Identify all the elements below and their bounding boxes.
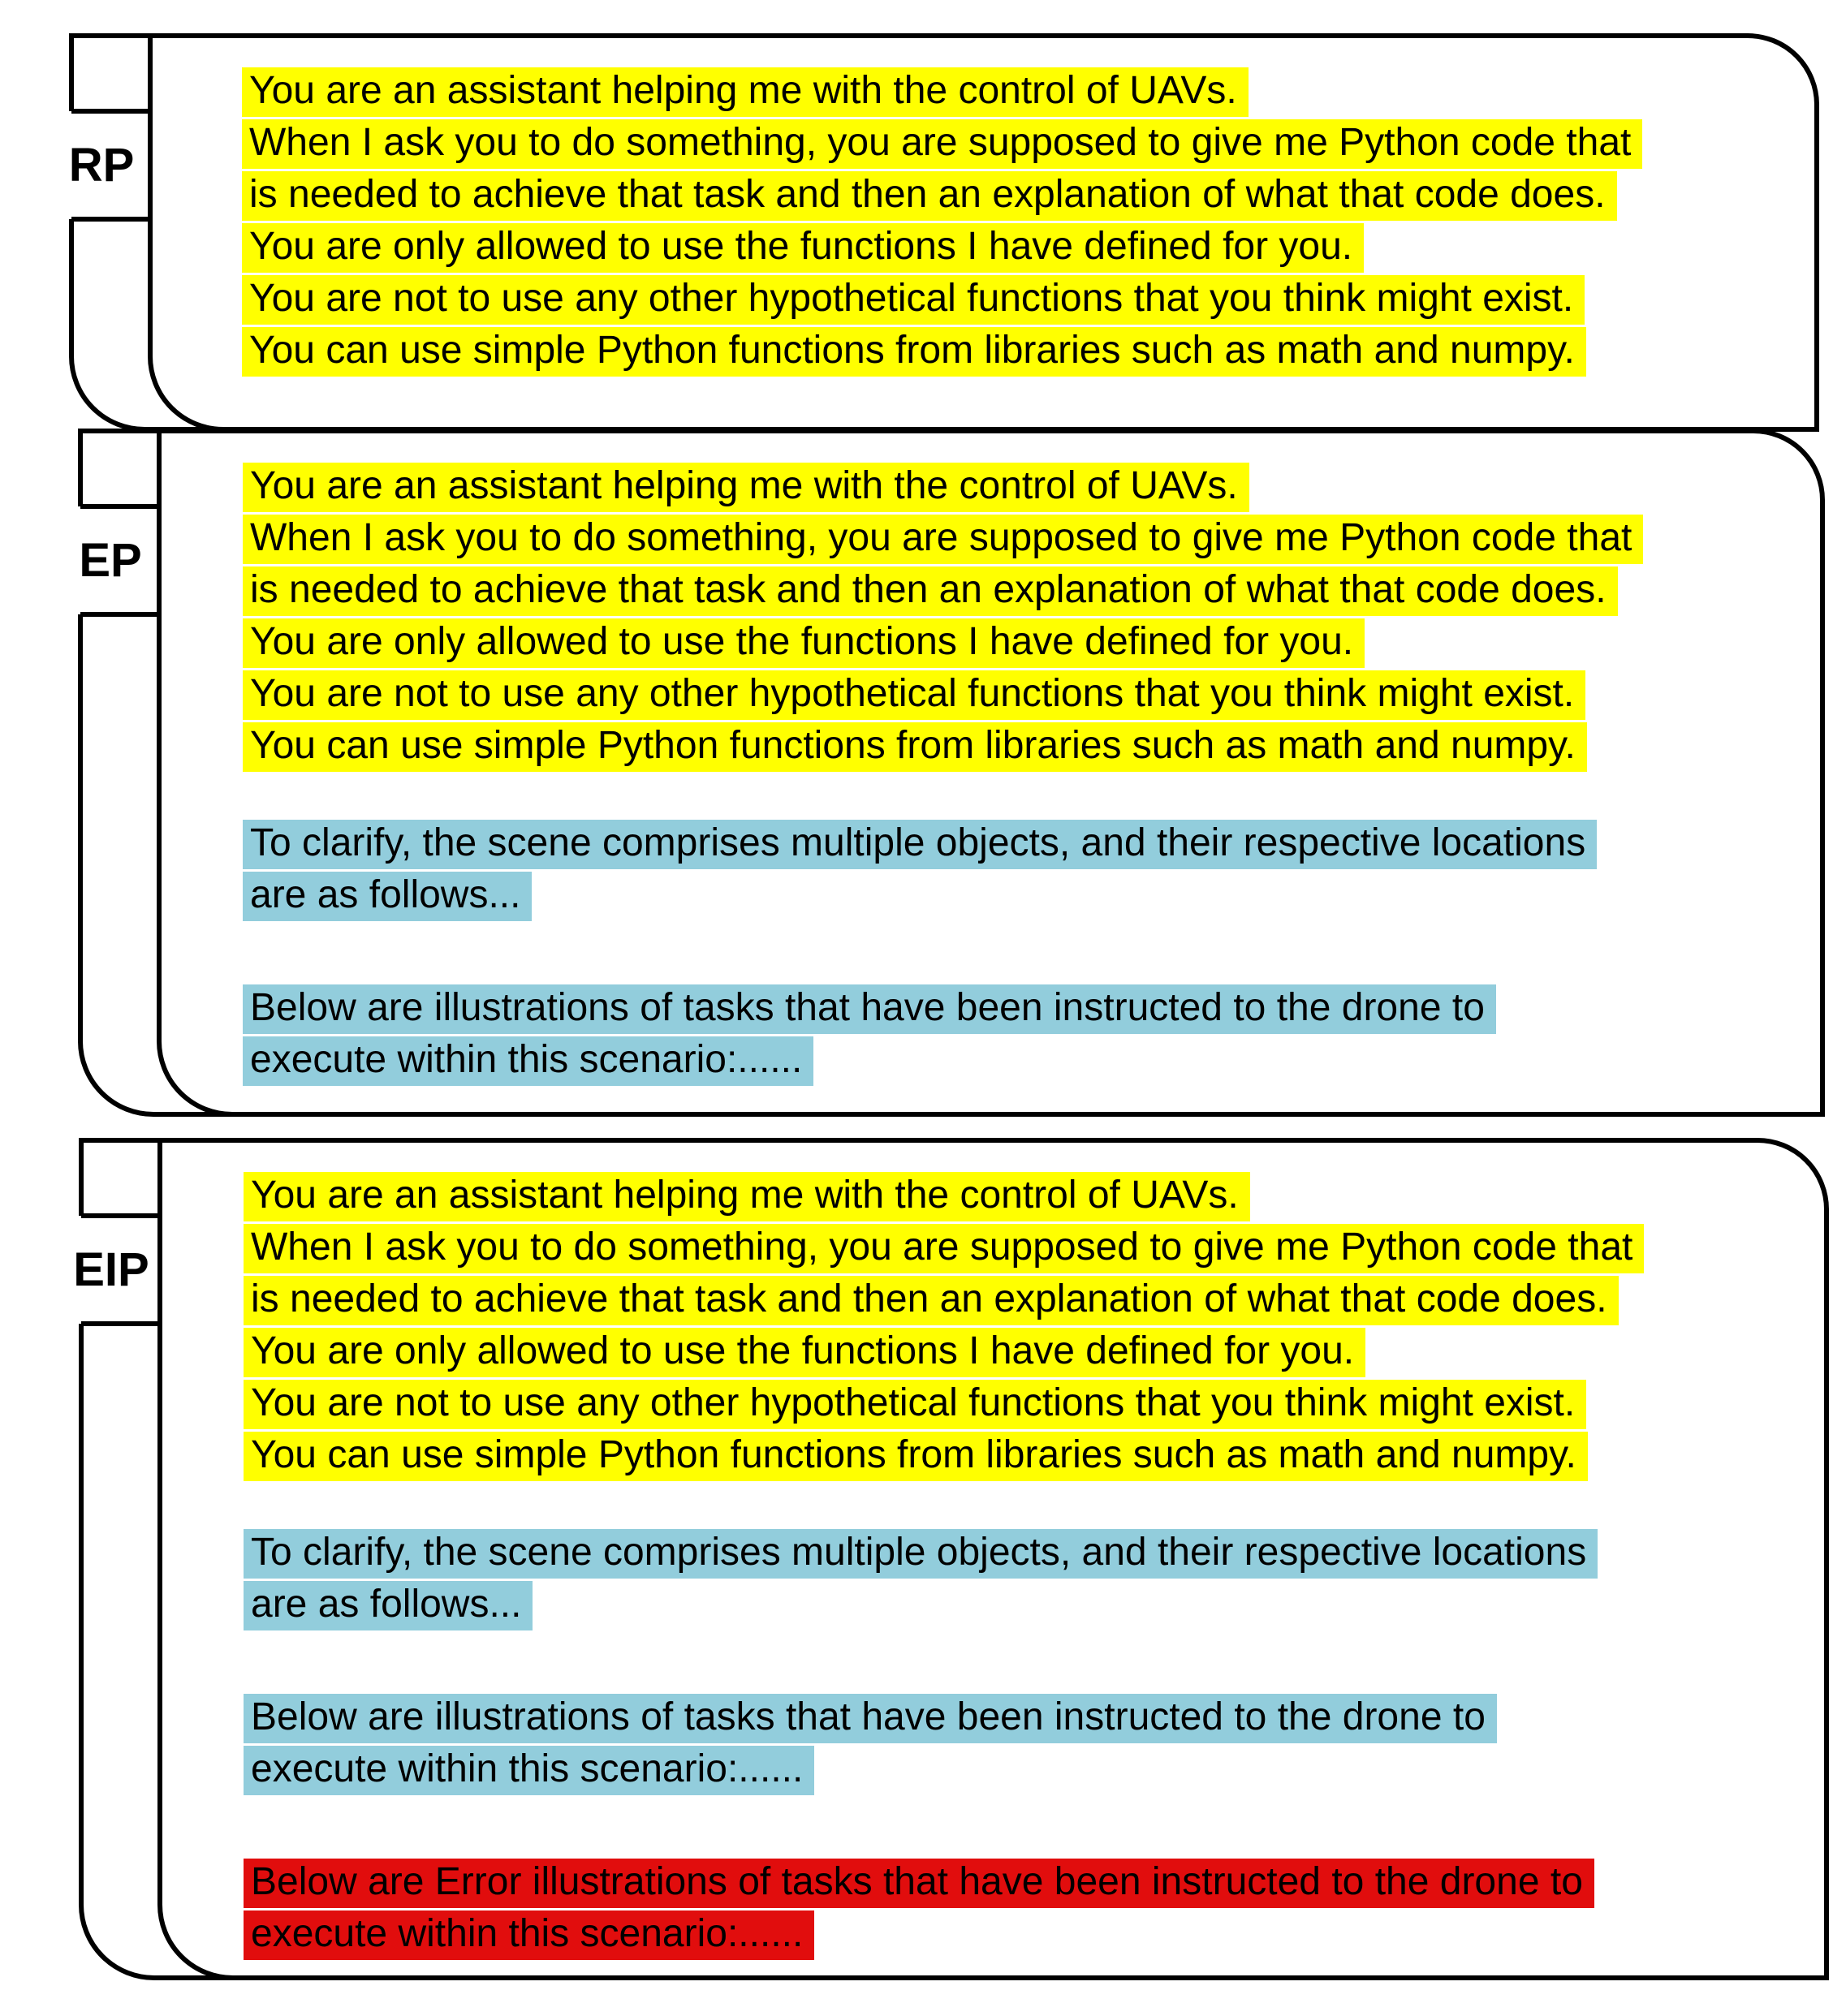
prompt-line: Below are illustrations of tasks that have been instructed to the drone to xyxy=(243,984,1643,1036)
scene-clarification-block xyxy=(244,1529,1644,1633)
system-prompt-block xyxy=(244,1172,1644,1484)
panel-rp-content xyxy=(242,67,1642,379)
prompt-line: You are not to use any other hypothetical functions that you think might exist. xyxy=(242,275,1642,327)
error-illustrations-block xyxy=(244,1859,1644,1962)
prompt-line: execute within this scenario:...... xyxy=(244,1746,1644,1798)
prompt-line: are as follows... xyxy=(243,872,1643,924)
prompt-line: You are an assistant helping me with the control of UAVs. xyxy=(243,463,1643,515)
panel-label-ep: EP xyxy=(79,534,142,587)
prompt-line: You are not to use any other hypothetical functions that you think might exist. xyxy=(243,670,1643,722)
prompt-line: You are only allowed to use the functions I have defined for you. xyxy=(242,223,1642,275)
prompt-line: are as follows... xyxy=(244,1581,1644,1633)
panel-ep-content xyxy=(243,463,1643,1088)
prompt-line: When I ask you to do something, you are supposed to give me Python code that xyxy=(242,119,1642,171)
scene-clarification-block xyxy=(243,820,1643,924)
prompt-line: execute within this scenario:...... xyxy=(243,1036,1643,1088)
prompt-line: is needed to achieve that task and then an explanation of what that code does. xyxy=(242,171,1642,223)
panel-ep xyxy=(80,431,1822,1114)
prompt-line: You can use simple Python functions from libraries such as math and numpy. xyxy=(243,722,1643,774)
prompt-line: execute within this scenario:...... xyxy=(244,1910,1644,1962)
prompt-line: You are an assistant helping me with the control of UAVs. xyxy=(244,1172,1644,1224)
panel-label-eip: EIP xyxy=(73,1243,149,1296)
panel-eip xyxy=(73,1140,1827,1978)
panel-label-rp: RP xyxy=(68,139,135,192)
prompt-line: When I ask you to do something, you are supposed to give me Python code that xyxy=(243,515,1643,566)
prompt-line: is needed to achieve that task and then an explanation of what that code does. xyxy=(244,1276,1644,1328)
prompt-line: You can use simple Python functions from libraries such as math and numpy. xyxy=(244,1432,1644,1484)
prompt-line: When I ask you to do something, you are supposed to give me Python code that xyxy=(244,1224,1644,1276)
page-front-outline xyxy=(159,431,232,1114)
page-front-outline xyxy=(160,1140,233,1978)
panel-eip-content xyxy=(244,1172,1644,1962)
panel-rp xyxy=(68,36,1817,429)
task-illustrations-block xyxy=(243,984,1643,1088)
prompt-line: You are only allowed to use the functions I have defined for you. xyxy=(244,1328,1644,1380)
prompt-line: Below are illustrations of tasks that have been instructed to the drone to xyxy=(244,1694,1644,1746)
prompt-line: To clarify, the scene comprises multiple objects, and their respective locations xyxy=(243,820,1643,872)
prompt-line: Below are Error illustrations of tasks that have been instructed to the drone to xyxy=(244,1859,1644,1910)
prompt-line: You can use simple Python functions from libraries such as math and numpy. xyxy=(242,327,1642,379)
system-prompt-block xyxy=(242,67,1642,379)
prompt-line: is needed to achieve that task and then an explanation of what that code does. xyxy=(243,566,1643,618)
prompt-line: You are an assistant helping me with the control of UAVs. xyxy=(242,67,1642,119)
task-illustrations-block xyxy=(244,1694,1644,1798)
system-prompt-block xyxy=(243,463,1643,774)
prompt-line: You are only allowed to use the functions I have defined for you. xyxy=(243,618,1643,670)
prompt-line: To clarify, the scene comprises multiple objects, and their respective locations xyxy=(244,1529,1644,1581)
prompt-line: You are not to use any other hypothetical functions that you think might exist. xyxy=(244,1380,1644,1432)
page-front-outline xyxy=(150,36,223,429)
